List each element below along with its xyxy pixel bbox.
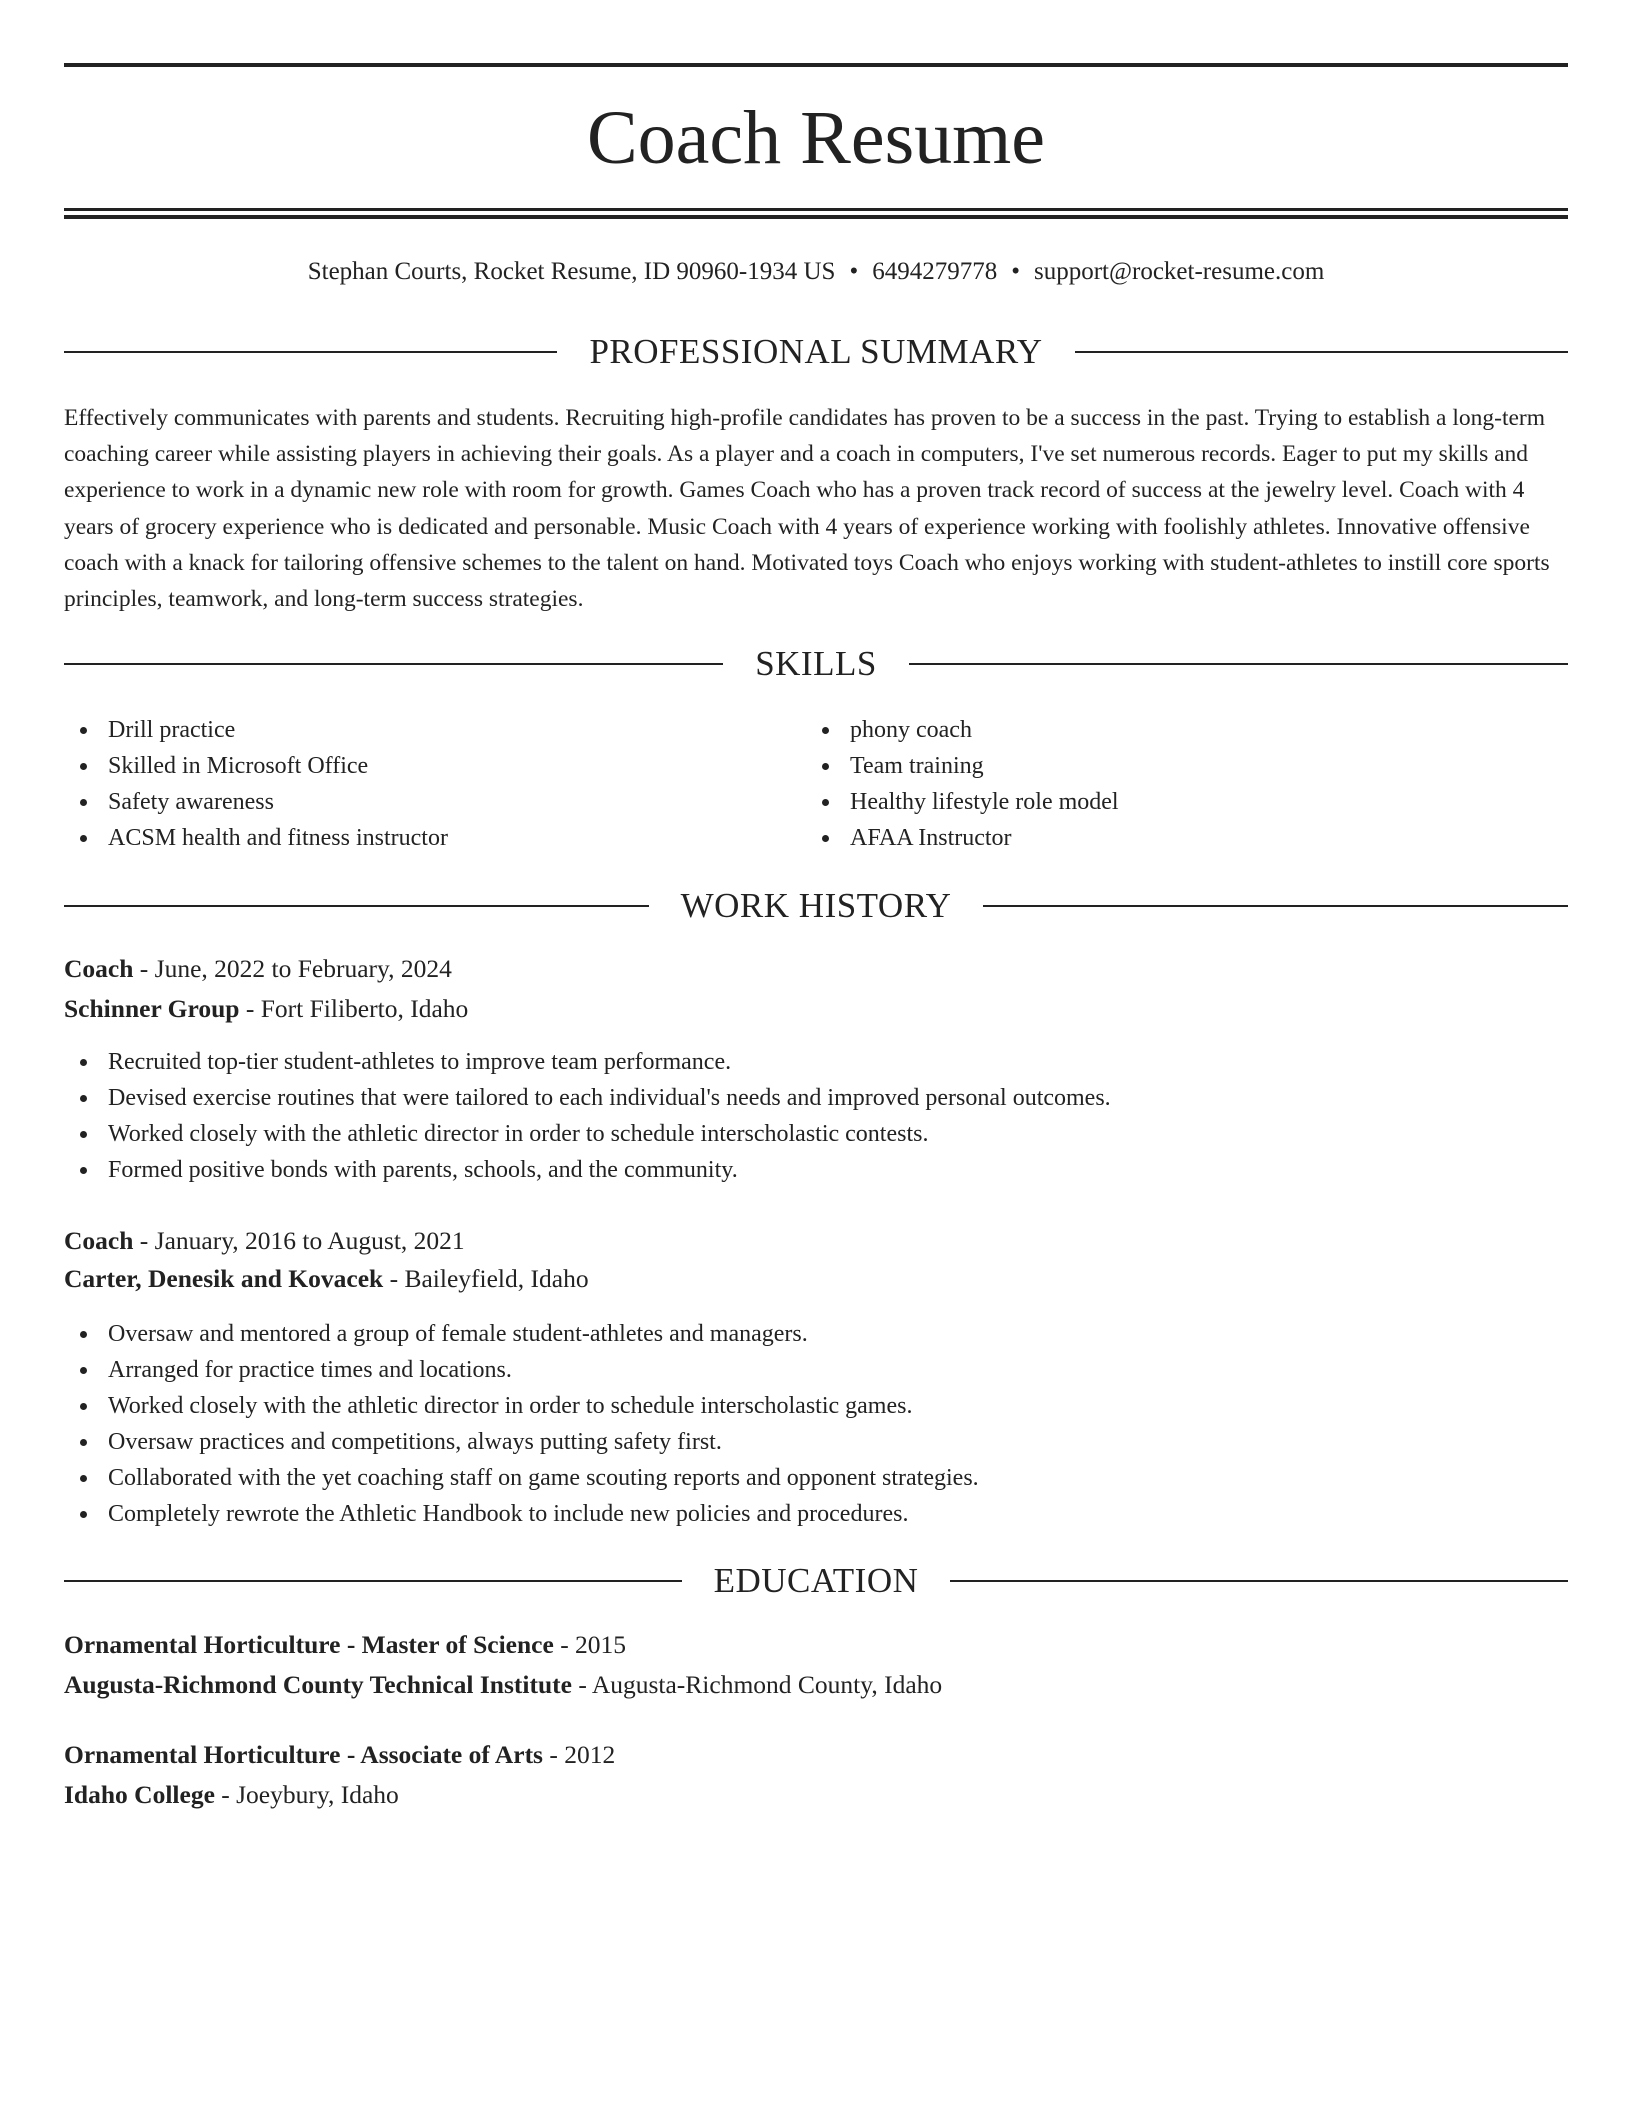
skills-list-right (806, 712, 1119, 856)
work-heading (64, 884, 1568, 928)
job-dates: - January, 2016 to August, 2021 (133, 1226, 465, 1255)
education-heading (64, 1559, 1568, 1603)
education-location: - Augusta-Richmond County, Idaho (571, 1670, 943, 1699)
job-company-line (64, 1261, 589, 1297)
job-company: Schinner Group (64, 994, 240, 1023)
contact-info (64, 254, 1568, 290)
heading-rule (983, 905, 1568, 907)
heading-rule (64, 663, 723, 665)
job-bullet: Formed positive bonds with parents, schools, and the community. (64, 1152, 1111, 1188)
skill-item: Team training (806, 748, 1119, 784)
education-degree: Ornamental Horticulture - Associate of Arts (64, 1740, 543, 1769)
education-school: Idaho College (64, 1780, 215, 1809)
heading-rule (64, 351, 557, 353)
title-rule-upper (64, 208, 1568, 211)
section-title: WORK HISTORY (680, 886, 952, 925)
education-year: - 2015 (553, 1630, 627, 1659)
skill-item: Drill practice (64, 712, 448, 748)
heading-rule (64, 905, 649, 907)
heading-rule (909, 663, 1568, 665)
summary-text: Effectively communicates with parents and students. Recruiting high-profile candidates has proven to be a success in the past. Trying to establish a long-term coaching career while assisting players in achieving their goals. As a player and a coach in computers, I've set numerous records. Eager to put my skills and experience to work in a dynamic new role with room for growth. Games Coach who has a proven track record of success at the jewelry level. Coach with 4 years of grocery experience who is dedicated and personable. Music Coach with 4 years of experience working with foolishly athletes. Innovative offensive coach with a knack for tailoring offensive schemes to the talent on hand. Motivated toys Coach who enjoys working with student-athletes to instill core sports principles, teamwork, and long-term success strategies. (64, 405, 1550, 613)
education-school: Augusta-Richmond County Technical Institute (64, 1670, 572, 1699)
section-title: SKILLS (755, 644, 877, 683)
education-school-line (64, 1667, 942, 1703)
job-bullet: Completely rewrote the Athletic Handbook to include new policies and procedures. (64, 1496, 979, 1532)
contact-separator: • (1011, 258, 1020, 285)
skill-item: Safety awareness (64, 784, 448, 820)
job-bullet: Recruited top-tier student-athletes to improve team performance. (64, 1044, 1111, 1080)
job-dates: - June, 2022 to February, 2024 (133, 954, 452, 983)
job-title-line (64, 1223, 465, 1259)
skill-item: AFAA Instructor (806, 820, 1119, 856)
education-degree-line (64, 1737, 615, 1773)
summary-heading (64, 330, 1568, 374)
job-title: Coach (64, 1226, 134, 1255)
top-rule (64, 63, 1568, 67)
job-bullet: Arranged for practice times and locations. (64, 1352, 979, 1388)
job-bullets (64, 1316, 979, 1532)
education-degree: Ornamental Horticulture - Master of Science (64, 1630, 554, 1659)
section-title: EDUCATION (713, 1561, 919, 1600)
skill-item: phony coach (806, 712, 1119, 748)
education-location: - Joeybury, Idaho (214, 1780, 399, 1809)
contact-email[interactable]: support@rocket-resume.com (1033, 258, 1325, 285)
skills-heading (64, 642, 1568, 686)
skill-item: Skilled in Microsoft Office (64, 748, 448, 784)
education-year: - 2012 (542, 1740, 616, 1769)
job-company: Carter, Denesik and Kovacek (64, 1264, 384, 1293)
education-degree-line (64, 1627, 626, 1663)
contact-separator: • (849, 258, 859, 285)
job-bullet: Worked closely with the athletic director in order to schedule interscholastic contests. (64, 1116, 1111, 1152)
job-bullet: Oversaw practices and competitions, always putting safety first. (64, 1424, 979, 1460)
contact-phone: 6494279778 (872, 258, 998, 285)
skill-item: Healthy lifestyle role model (806, 784, 1119, 820)
job-bullet: Collaborated with the yet coaching staff on game scouting reports and opponent strategies. (64, 1460, 979, 1496)
skill-item: ACSM health and fitness instructor (64, 820, 448, 856)
job-title-line (64, 951, 452, 987)
job-location: - Baileyfield, Idaho (383, 1264, 589, 1293)
heading-rule (950, 1580, 1568, 1582)
skills-list-left (64, 712, 448, 856)
job-bullet: Worked closely with the athletic director in order to schedule interscholastic games. (64, 1388, 979, 1424)
job-bullets (64, 1044, 1111, 1188)
job-location: - Fort Filiberto, Idaho (239, 994, 469, 1023)
job-bullet: Oversaw and mentored a group of female student-athletes and managers. (64, 1316, 979, 1352)
job-title: Coach (64, 954, 134, 983)
job-company-line (64, 991, 468, 1027)
resume-title: Coach Resume (586, 96, 1045, 180)
heading-rule (64, 1580, 682, 1582)
title-rule-lower (64, 215, 1568, 219)
section-title: PROFESSIONAL SUMMARY (589, 332, 1043, 371)
education-school-line (64, 1777, 399, 1813)
heading-rule (1075, 351, 1568, 353)
job-bullet: Devised exercise routines that were tailored to each individual's needs and improved personal outcomes. (64, 1080, 1111, 1116)
contact-address: Stephan Courts, Rocket Resume, ID 90960-1934 US (307, 258, 836, 285)
